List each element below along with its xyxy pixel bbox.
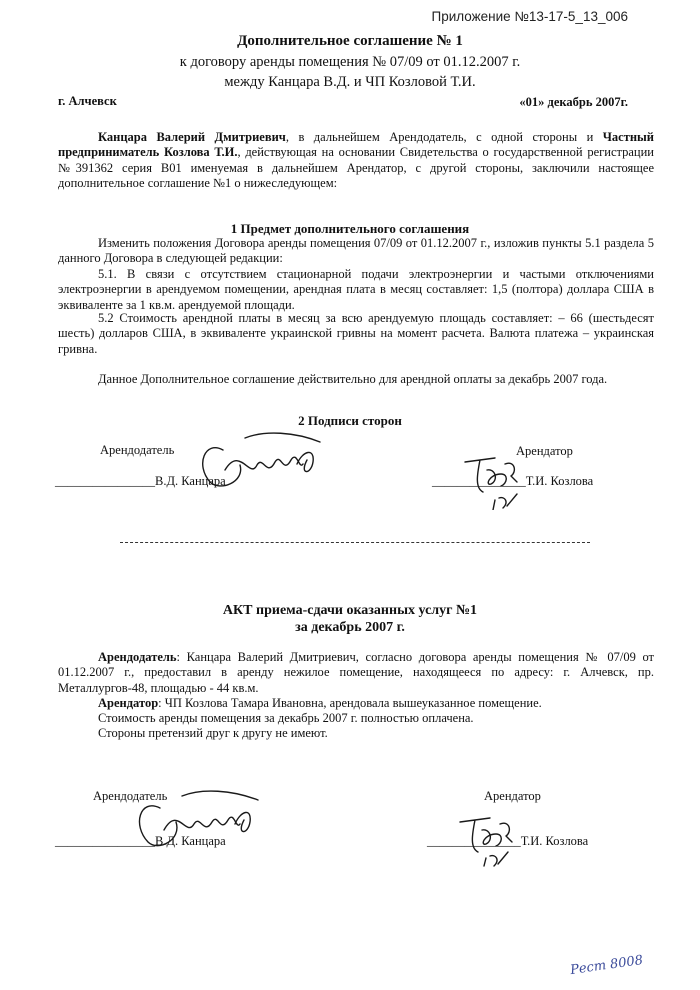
intro-text-1: , в дальнейшем Арендодатель, с одной стороны и xyxy=(285,130,603,144)
section1-paragraph-2 xyxy=(58,267,654,313)
tenant-name: Частный предприниматель Козлова Т.И. xyxy=(58,130,655,160)
registration-stamp: Рест 8008 xyxy=(569,952,644,979)
act-landlord-signature-scribble xyxy=(120,780,270,860)
act-tenant-signature-line: _______________Т.И. Козлова xyxy=(427,834,589,848)
agreement-date: «01» декабрь 2007г. xyxy=(519,95,628,109)
tenant-signature-line: _______________Т.И. Козлова xyxy=(432,474,594,488)
act-title: АКТ приема-сдачи оказанных услуг №1 xyxy=(222,603,478,618)
act-paragraph-3 xyxy=(58,711,654,726)
appendix-number: Приложение №13-17-5_13_006 xyxy=(431,9,628,24)
act-landlord-signature-line: ________________В.Д. Канцара xyxy=(55,834,226,848)
section1-paragraph-1 xyxy=(58,236,654,267)
section-divider xyxy=(120,542,590,543)
act-tenant-label-sign: Арендатор xyxy=(484,789,541,803)
intro-text-2: , действующая на основании Свидетельства о государственной регистрации №391362 серия В01 именуемая в дальнейшем Арендатор, с другой стороны, заключили настоящее дополнительное соглашение №1 о нижеследующем: xyxy=(58,145,654,190)
intro-paragraph xyxy=(58,130,654,191)
section1-paragraph-3 xyxy=(58,311,654,357)
act-landlord-label: Арендодатель xyxy=(98,650,177,664)
section1-text-1: Изменить положения Договора аренды помещения 07/09 от 01.12.2007 г., изложив пункты 5.1 раздела 5 данного Договора в следующей редакции: xyxy=(58,236,654,266)
act-subtitle: за декабрь 2007 г. xyxy=(295,620,405,635)
act-paragraph-4 xyxy=(58,726,654,741)
section1-text-2: 5.1. В связи с отсутствием стационарной подачи электроэнергии и частыми отключениями электроэнергии в арендуемом помещении, арендная плата в месяц составляет: 1,5 (полтора) доллара США в эквиваленте за 1 кв.м. арендуемой площади. xyxy=(58,267,654,312)
section1-paragraph-4 xyxy=(58,372,654,387)
act-text-1: : Канцара Валерий Дмитриевич, согласно договора аренды помещения № 07/09 от 01.12.2007 г., предоставил в аренду нежилое помещение, находящееся по адресу: г. Алчевск, пр. Металлургов-48, площадью - 44 кв.м. xyxy=(58,650,654,695)
act-paragraph-2 xyxy=(58,696,654,711)
city: г. Алчевск xyxy=(58,94,117,108)
section1-text-4: Данное Дополнительное соглашение действительно для арендной оплаты за декабрь 2007 года. xyxy=(98,372,608,386)
act-tenant-signature-scribble xyxy=(450,800,530,870)
agreement-subtitle-contract: к договору аренды помещения № 07/09 от 01.12.2007 г. xyxy=(179,54,521,70)
landlord-signature-line: ________________В.Д. Канцара xyxy=(55,474,226,488)
section1-heading: 1 Предмет дополнительного соглашения xyxy=(230,221,470,236)
section1-text-3: 5.2 Стоимость арендной платы в месяц за всю арендуемую площадь составляет: – 66 (шестьдесят шесть) долларов США, в эквиваленте украинской гривны на момент расчета. Валюта платежа – украинская гривна. xyxy=(58,311,654,356)
act-landlord-label-sign: Арендодатель xyxy=(93,789,168,803)
agreement-subtitle-parties: между Канцара В.Д. и ЧП Козловой Т.И. xyxy=(224,74,476,90)
landlord-name: Канцара Валерий Дмитриевич xyxy=(98,130,286,144)
act-text-4: Стороны претензий друг к другу не имеют. xyxy=(98,726,328,740)
act-paragraph-1 xyxy=(58,650,654,696)
act-text-2: : ЧП Козлова Тамара Ивановна, арендовала вышеуказанное помещение. xyxy=(158,696,542,710)
landlord-signature-scribble xyxy=(185,420,335,500)
section2-heading: 2 Подписи сторон xyxy=(298,413,402,428)
landlord-label: Арендодатель xyxy=(100,443,175,457)
agreement-title: Дополнительное соглашение № 1 xyxy=(237,33,463,49)
tenant-signature-scribble xyxy=(455,440,535,510)
tenant-label: Арендатор xyxy=(516,444,573,458)
act-text-3: Стоимость аренды помещения за декабрь 2007 г. полностью оплачена. xyxy=(98,711,474,725)
act-tenant-label: Арендатор xyxy=(98,696,159,710)
